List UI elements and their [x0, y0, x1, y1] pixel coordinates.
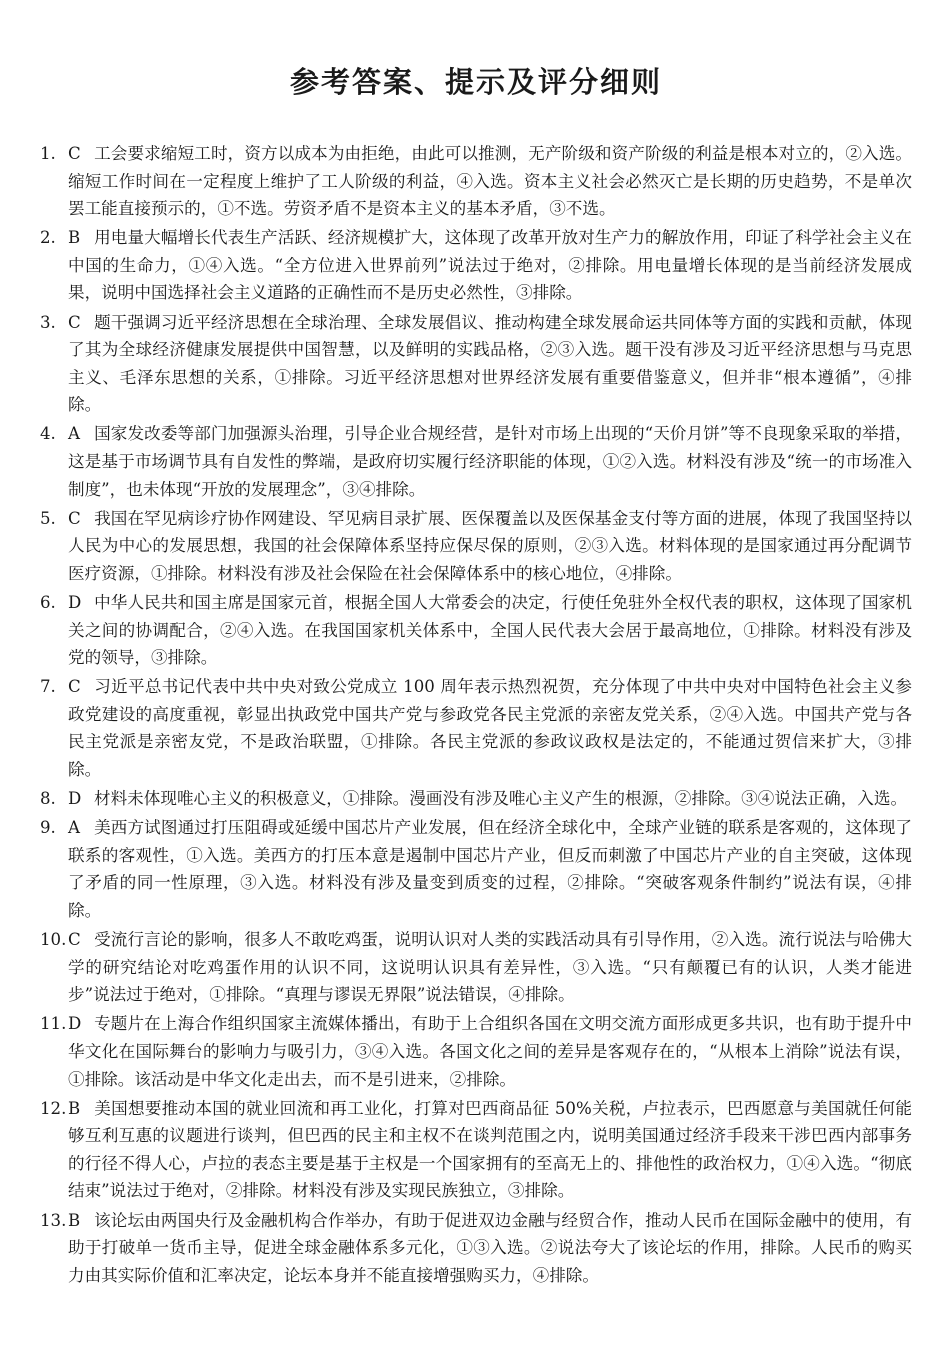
- answer-key: C: [68, 144, 81, 163]
- answer-key: C: [68, 930, 81, 950]
- answer-key: B: [68, 1098, 81, 1118]
- answer-explanation: 美西方试图通过打压阻碍或延缓中国芯片产业发展，但在经济全球化中，全球产业链的联系是客观的，这体现了联系的客观性，①入选。美西方的打压本意是遏制中国芯片产业，但反而刺激了中国芯片产业的自主突破，这体现了矛盾的同一性原理，③入选。材料没有涉及量变到质变的过程，②排除。“突破客观条件制约”说法有误，④排除。: [68, 818, 912, 921]
- answer-explanation: 专题片在上海合作组织国家主流媒体播出，有助于上合组织各国在文明交流方面形成更多共识，也有助于提升中华文化在国际舞台的影响力与吸引力，③④入选。各国文化之间的差异是客观存在的，“从根本上消除”说法有误，①排除。该活动是中华文化走出去，而不是引进来，②排除。: [68, 1014, 912, 1089]
- answer-item-8: [40, 785, 912, 813]
- answer-item-2: [40, 224, 912, 307]
- answer-explanation: 题干强调习近平经济思想在全球治理、全球发展倡议、推动构建全球发展命运共同体等方面的实践和贡献，体现了其为全球经济健康发展提供中国智慧，以及鲜明的实践品格，②③入选。题干没有涉及习近平经济思想与马克思主义、毛泽东思想的关系，①排除。习近平经济思想对世界经济发展有重要借鉴意义，但并非“根本遵循”，④排除。: [68, 312, 912, 415]
- answer-item-13: [40, 1207, 912, 1290]
- answer-list: [40, 140, 912, 1289]
- answer-explanation: 材料未体现唯心主义的积极意义，①排除。漫画没有涉及唯心主义产生的根源，②排除。③④说法正确，入选。: [94, 789, 908, 809]
- answer-explanation: 我国在罕见病诊疗协作网建设、罕见病目录扩展、医保覆盖以及医保基金支付等方面的进展，体现了我国坚持以人民为中心的发展思想，我国的社会保障体系坚持应保尽保的原则，②③入选。材料体现的是国家通过再分配调节医疗资源，①排除。材料没有涉及社会保险在社会保障体系中的核心地位，④排除。: [68, 508, 912, 583]
- question-number: 8.: [40, 789, 56, 809]
- question-number: 2.: [40, 228, 56, 248]
- answer-item-4: [40, 420, 912, 503]
- question-number: 1.: [40, 144, 56, 163]
- question-number: 12.: [40, 1098, 67, 1118]
- answer-key: D: [68, 1014, 82, 1034]
- answer-explanation: 中华人民共和国主席是国家元首，根据全国人大常委会的决定，行使任免驻外全权代表的职权，这体现了国家机关之间的协调配合，②④入选。在我国国家机关体系中，全国人民代表大会居于最高地位，①排除。材料没有涉及党的领导，③排除。: [68, 593, 912, 668]
- answer-item-12: [40, 1095, 912, 1205]
- answer-item-5: [40, 505, 912, 588]
- question-number: 4.: [40, 424, 56, 444]
- answer-explanation: 该论坛由两国央行及金融机构合作举办，有助于促进双边金融与经贸合作，推动人民币在国际金融中的使用，有助于打破单一货币主导，促进全球金融体系多元化，①③入选。②说法夸大了该论坛的作用，排除。人民币的购买力由其实际价值和汇率决定，论坛本身并不能直接增强购买力，④排除。: [68, 1210, 912, 1285]
- answer-explanation: 习近平总书记代表中共中央对致公党成立 100 周年表示热烈祝贺，充分体现了中共中央对中国特色社会主义参政党建设的高度重视，彰显出执政党中国共产党与参政党各民主党派的亲密友党关系，②④入选。中国共产党与各民主党派是亲密友党，不是政治联盟，①排除。各民主党派的参政议政权是法定的，不能通过贺信来扩大，③排除。: [68, 677, 912, 780]
- answer-explanation: 工会要求缩短工时，资方以成本为由拒绝，由此可以推测，无产阶级和资产阶级的利益是根本对立的，②入选。缩短工作时间在一定程度上维护了工人阶级的利益，④入选。资本主义社会必然灭亡是长期的历史趋势，不是单次罢工能直接预示的，①不选。劳资矛盾不是资本主义的基本矛盾，③不选。: [68, 144, 912, 219]
- answer-key: D: [68, 593, 82, 612]
- answer-explanation: 受流行言论的影响，很多人不敢吃鸡蛋，说明认识对人类的实践活动具有引导作用，②入选。流行说法与哈佛大学的研究结论对吃鸡蛋作用的认识不同，这说明认识具有差异性，③入选。“只有颠覆已有的认识，人类才能进步”说法过于绝对，①排除。“真理与谬误无界限”说法错误，④排除。: [68, 930, 912, 1005]
- answer-explanation: 国家发改委等部门加强源头治理，引导企业合规经营，是针对市场上出现的“天价月饼”等不良现象采取的举措，这是基于市场调节具有自发性的弊端，是政府切实履行经济职能的体现，①②入选。材料没有涉及“统一的市场准入制度”，也未体现“开放的发展理念”，③④排除。: [68, 424, 912, 499]
- question-number: 5.: [40, 508, 56, 528]
- question-number: 6.: [40, 593, 56, 612]
- answer-key: C: [68, 508, 81, 528]
- question-number: 9.: [40, 818, 56, 838]
- page-title: 参考答案、提示及评分细则: [289, 65, 662, 99]
- question-number: 10.: [40, 930, 67, 950]
- answer-key: A: [68, 424, 80, 444]
- answer-explanation: 用电量大幅增长代表生产活跃、经济规模扩大，这体现了改革开放对生产力的解放作用，印证了科学社会主义在中国的生命力，①④入选。“全方位进入世界前列”说法过于绝对，②排除。用电量增长体现的是当前经济发展成果，说明中国选择社会主义道路的正确性而不是历史必然性，③排除。: [68, 228, 912, 303]
- question-number: 7.: [40, 677, 56, 697]
- answer-key: C: [68, 677, 81, 697]
- answer-item-1: [40, 140, 912, 223]
- answer-item-10: [40, 926, 912, 1009]
- answer-item-9: [40, 814, 912, 924]
- answer-item-7: [40, 673, 912, 783]
- answer-item-11: [40, 1010, 912, 1093]
- answer-explanation: 美国想要推动本国的就业回流和再工业化，打算对巴西商品征 50%关税，卢拉表示，巴西愿意与美国就任何能够互利互惠的议题进行谈判，但巴西的民主和主权不在谈判范围之内，说明美国通过经济手段来干涉巴西内部事务的行径不得人心，卢拉的表态主要是基于主权是一个国家拥有的至高无上的、排他性的政治权力，①④入选。“彻底结束”说法过于绝对，②排除。材料没有涉及实现民族独立，③排除。: [68, 1098, 912, 1201]
- answer-item-3: [40, 309, 912, 419]
- answer-item-6: [40, 589, 912, 672]
- answer-key: B: [68, 228, 81, 248]
- question-number: 13.: [40, 1210, 67, 1230]
- answer-key: A: [68, 818, 80, 838]
- question-number: 3.: [40, 312, 56, 332]
- answer-key: B: [68, 1210, 81, 1230]
- question-number: 11.: [40, 1014, 67, 1034]
- answer-key: C: [68, 312, 81, 332]
- answer-key: D: [68, 789, 82, 809]
